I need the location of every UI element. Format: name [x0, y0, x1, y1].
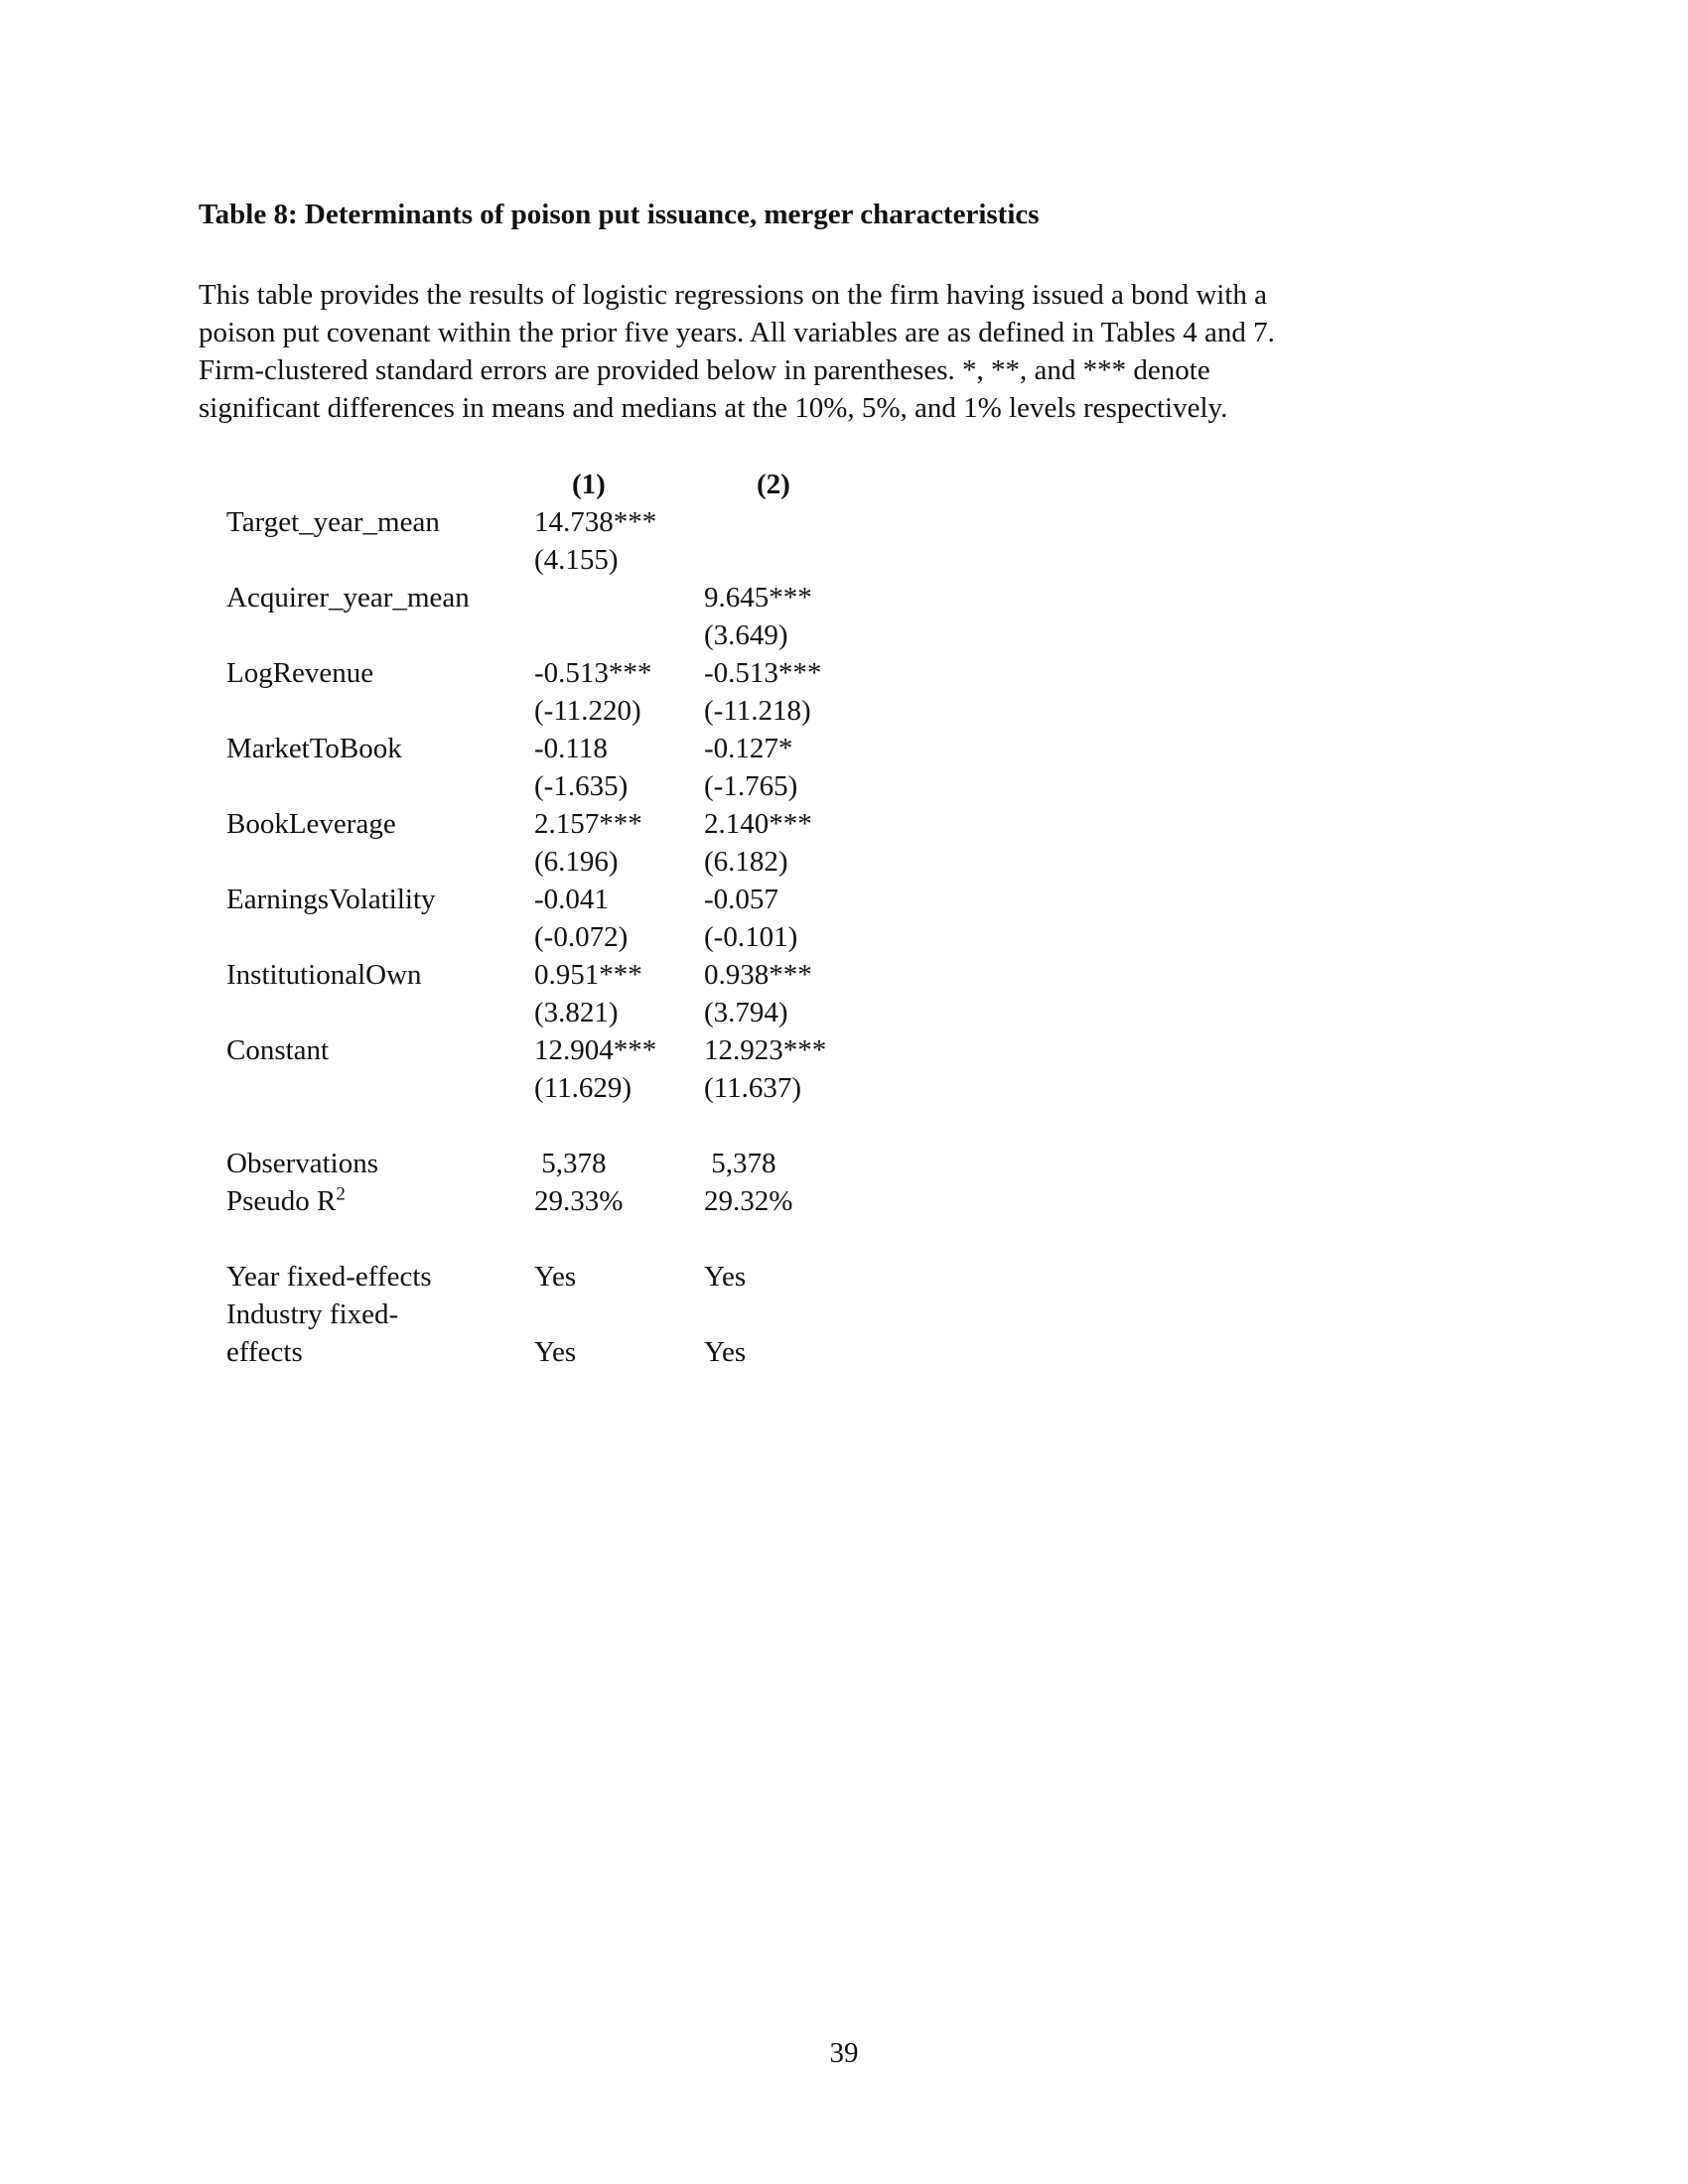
industry-fe-row-line1 [226, 1296, 874, 1333]
cell-col-1 [534, 1145, 704, 1182]
header-label-cell [226, 466, 534, 503]
table-row [226, 503, 874, 541]
row-label: Target_year_mean [226, 506, 440, 538]
table-row [226, 579, 874, 616]
cell-col-2: (3.794) [704, 997, 788, 1028]
row-label: Constant [226, 1034, 330, 1066]
row-label: EarningsVolatility [226, 884, 436, 915]
cell-col-1 [534, 579, 704, 616]
cell-col-1: Yes [534, 1336, 577, 1368]
cell-col-2 [704, 1296, 874, 1333]
row-label: MarketToBook [226, 733, 402, 764]
row-label [226, 692, 534, 730]
table-row [226, 541, 874, 579]
cell-col-1 [534, 616, 704, 654]
table-row [226, 1031, 874, 1069]
table-row [226, 843, 874, 881]
table-row [226, 730, 874, 767]
cell-col-1: (-11.220) [534, 695, 641, 727]
regression-table [226, 466, 874, 1371]
observations-value-2: 5,378 [711, 1148, 776, 1179]
cell-col-2 [704, 503, 874, 541]
cell-col-1: (6.196) [534, 846, 619, 878]
cell-col-2: (-1.765) [704, 770, 798, 802]
row-label [226, 918, 534, 956]
column-header-2: (2) [757, 469, 790, 500]
cell-col-1: (4.155) [534, 544, 619, 576]
table-row [226, 654, 874, 692]
cell-col-2: 9.645*** [704, 582, 812, 614]
row-label: Year fixed-effects [226, 1261, 432, 1293]
cell-col-1: 0.951*** [534, 959, 642, 991]
row-label [226, 616, 534, 654]
cell-col-1: -0.041 [534, 884, 609, 915]
observations-row [226, 1145, 874, 1182]
row-label [226, 1069, 534, 1107]
cell-col-2 [704, 1145, 874, 1182]
table-title: Table 8: Determinants of poison put issuance, merger characteristics [199, 199, 1040, 230]
table-row [226, 881, 874, 918]
cell-col-1: Yes [534, 1261, 577, 1293]
cell-col-1: 12.904*** [534, 1034, 657, 1066]
cell-col-1: 14.738*** [534, 506, 657, 538]
table-header-row [226, 466, 874, 503]
industry-fe-row-line2 [226, 1333, 874, 1371]
pseudo-r2-superscript: 2 [336, 1183, 346, 1205]
cell-col-2 [704, 541, 874, 579]
pseudo-r2-label: Pseudo R [226, 1185, 337, 1217]
table-row [226, 918, 874, 956]
table-row [226, 616, 874, 654]
page-number: 39 [829, 2037, 859, 2069]
table-caption: This table provides the results of logistic regressions on the firm having issued a bond with a poison put covenant within the prior five years. All variables are as defined in Tables 4 and 7. Firm-clustered standard errors are provided below in parentheses. *, **, and *** denote significant differences in means and medians at the 10%, 5%, and 1% levels respectively. [199, 279, 1275, 424]
row-label: Industry fixed- [226, 1298, 399, 1330]
table-row [226, 994, 874, 1031]
cell-col-2: (11.637) [704, 1072, 801, 1104]
table-row [226, 767, 874, 805]
cell-col-1: (-1.635) [534, 770, 629, 802]
pseudo-r2-row [226, 1182, 874, 1220]
row-label: BookLeverage [226, 808, 396, 840]
cell-col-1: -0.513*** [534, 657, 652, 689]
cell-col-2: 12.923*** [704, 1034, 827, 1066]
cell-col-1: (3.821) [534, 997, 619, 1028]
row-label: Acquirer_year_mean [226, 582, 470, 614]
cell-col-2: -0.057 [704, 884, 778, 915]
cell-col-2: 2.140*** [704, 808, 812, 840]
cell-col-1: 29.33% [534, 1185, 624, 1217]
row-label: effects [226, 1336, 303, 1368]
row-label [226, 767, 534, 805]
cell-col-1: (-0.072) [534, 921, 629, 953]
row-label: InstitutionalOwn [226, 959, 422, 991]
cell-col-2: (-11.218) [704, 695, 811, 727]
cell-col-2: 29.32% [704, 1185, 793, 1217]
row-label [226, 541, 534, 579]
observations-value-1: 5,378 [541, 1148, 607, 1179]
row-label [226, 1182, 534, 1220]
cell-col-1: -0.118 [534, 733, 608, 764]
cell-col-2: -0.513*** [704, 657, 822, 689]
cell-col-2: -0.127* [704, 733, 793, 764]
cell-col-2: (-0.101) [704, 921, 798, 953]
row-label [226, 843, 534, 881]
cell-col-1: 2.157*** [534, 808, 642, 840]
column-header-1: (1) [572, 469, 606, 500]
cell-col-2: (6.182) [704, 846, 788, 878]
row-label: LogRevenue [226, 657, 374, 689]
cell-col-2: (3.649) [704, 619, 788, 651]
cell-col-1: (11.629) [534, 1072, 632, 1104]
row-label: Observations [226, 1148, 379, 1179]
cell-col-2: Yes [704, 1261, 747, 1293]
cell-col-2: Yes [704, 1336, 747, 1368]
year-fe-row [226, 1258, 874, 1296]
row-label [226, 994, 534, 1031]
table-row [226, 1069, 874, 1107]
cell-col-2: 0.938*** [704, 959, 812, 991]
cell-col-1 [534, 1296, 704, 1333]
table-row [226, 692, 874, 730]
table-row [226, 805, 874, 843]
table-row [226, 956, 874, 994]
